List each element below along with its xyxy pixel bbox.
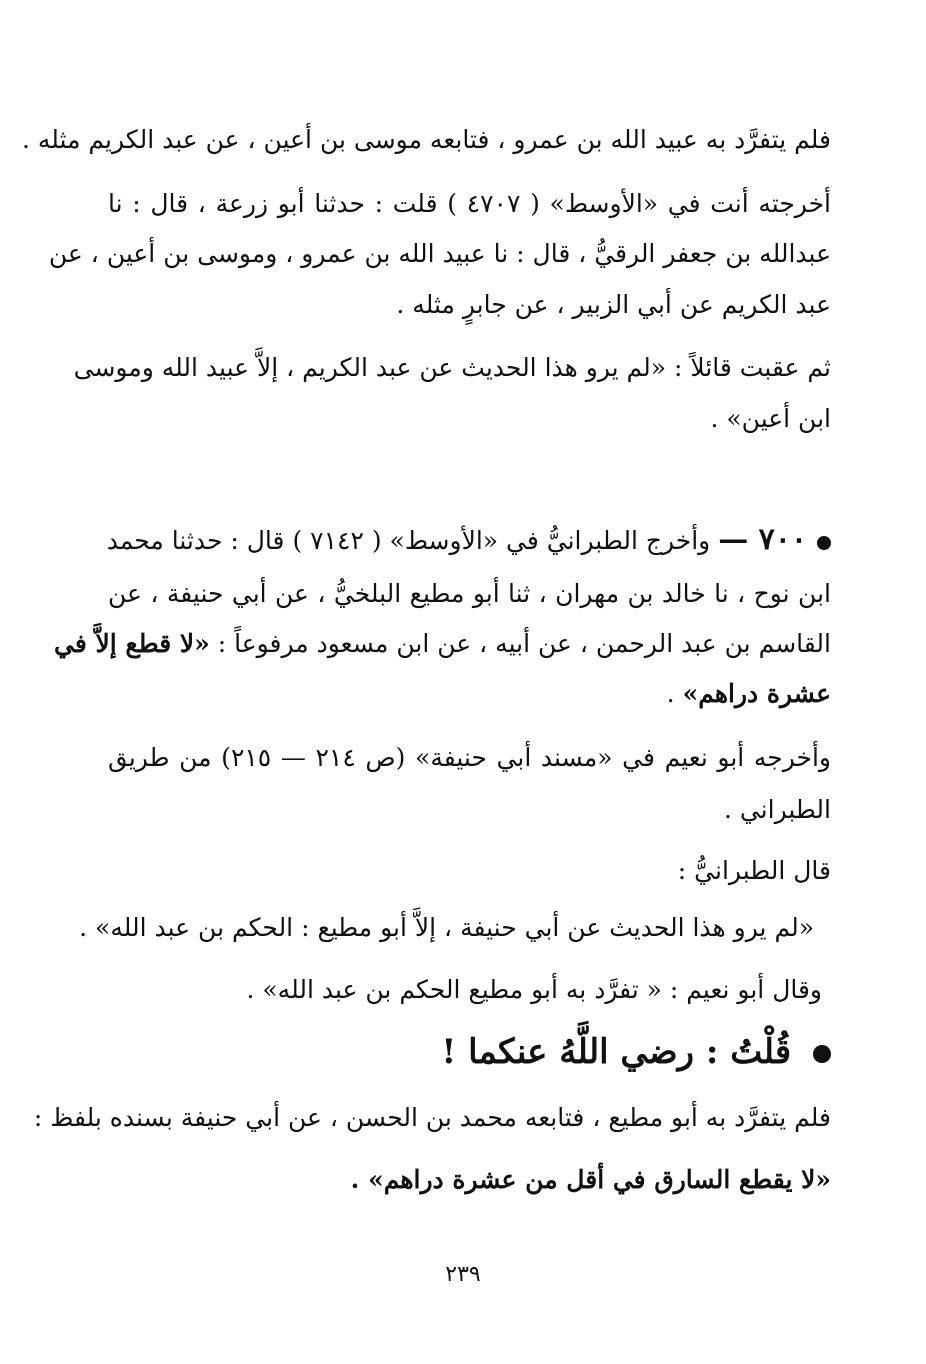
paragraph-line [396,285,831,325]
hadith-entry [106,522,831,557]
paragraph-line [54,624,831,664]
heading-content [441,1032,831,1072]
section-heading [441,1026,831,1078]
text-run: قال الطبرانيُّ : [677,856,831,885]
text-run: ابن أعين» . [710,404,831,433]
paragraph-line [246,970,822,1010]
text-run: . [666,679,683,708]
hadith-number: ٧٠٠ — [718,522,807,557]
paragraph-line [351,1160,831,1200]
text-run: وقال أبو نعيم : « تفرَّد به أبو مطيع الحكم بن عبد الله» . [246,975,822,1004]
bold-text-run: «لا قطع إلاَّ في [54,629,210,658]
paragraph-line [73,348,831,388]
text-run: وأخرجه أبو نعيم في «مسند أبي حنيفة» (ص ٢١٤ — ٢١٥) من طريق [108,743,831,772]
text-run: فلم يتفرَّد به أبو مطيع ، فتابعه محمد بن الحسن ، عن أبي حنيفة بسنده بلفظ : [33,1103,831,1132]
paragraph-line [678,851,831,891]
text-run: القاسم بن عبد الرحمن ، عن أبيه ، عن ابن مسعود مرفوعاً : [217,629,831,658]
text-run: «لم يرو هذا الحديث عن أبي حنيفة ، إلاَّ أبو مطيع : الحكم بن عبد الله» . [79,913,814,942]
paragraph-line [108,184,831,224]
text-run: الطبراني . [723,795,831,824]
bullet-icon [813,1045,831,1063]
text-run: ثم عقبت قائلاً : «لم يرو هذا الحديث عن عبد الكريم ، إلاَّ عبيد الله وموسى [73,353,831,382]
text-run: ابن نوح ، نا خالد بن مهران ، ثنا أبو مطيع البلخيُّ ، عن أبي حنيفة ، عن [108,579,831,608]
paragraph-line [710,399,831,439]
page-number: ٢٣٩ [445,1262,481,1287]
text-run: أخرجته أنت في «الأوسط» ( ٤٧٠٧ ) قلت : حدثنا أبو زرعة ، قال : نا [108,189,831,218]
paragraph-line [108,738,831,778]
heading-text: قُلْتُ : رضي اللَّهُ عنكما ! [441,1032,792,1072]
paragraph-line [108,574,831,614]
paragraph-line [34,1098,831,1138]
text-run: عبدالله بن جعفر الرقيُّ ، قال : نا عبيد الله بن عمرو ، وموسى بن أعين ، عن [48,239,831,268]
bold-text-run: عشرة دراهم» [682,679,831,708]
paragraph-line [48,234,831,274]
paragraph-line [667,674,831,714]
paragraph-line [22,120,831,160]
bullet-icon [817,536,831,550]
hadith-line [108,520,831,560]
paragraph-line [724,790,831,830]
quote-line [79,908,814,948]
text-run: عبد الكريم عن أبي الزبير ، عن جابرٍ مثله . [396,290,831,319]
text-run: وأخرج الطبرانيُّ في «الأوسط» ( ٧١٤٢ ) قال : حدثنا محمد [106,526,711,555]
hadith-text-line [54,629,831,658]
text-run: فلم يتفرَّد به عبيد الله بن عمرو ، فتابعه موسى بن أعين ، عن عبد الكريم مثله . [21,125,831,154]
bold-text-run: «لا يقطع السارق في أقل من عشرة دراهم» . [350,1165,831,1194]
